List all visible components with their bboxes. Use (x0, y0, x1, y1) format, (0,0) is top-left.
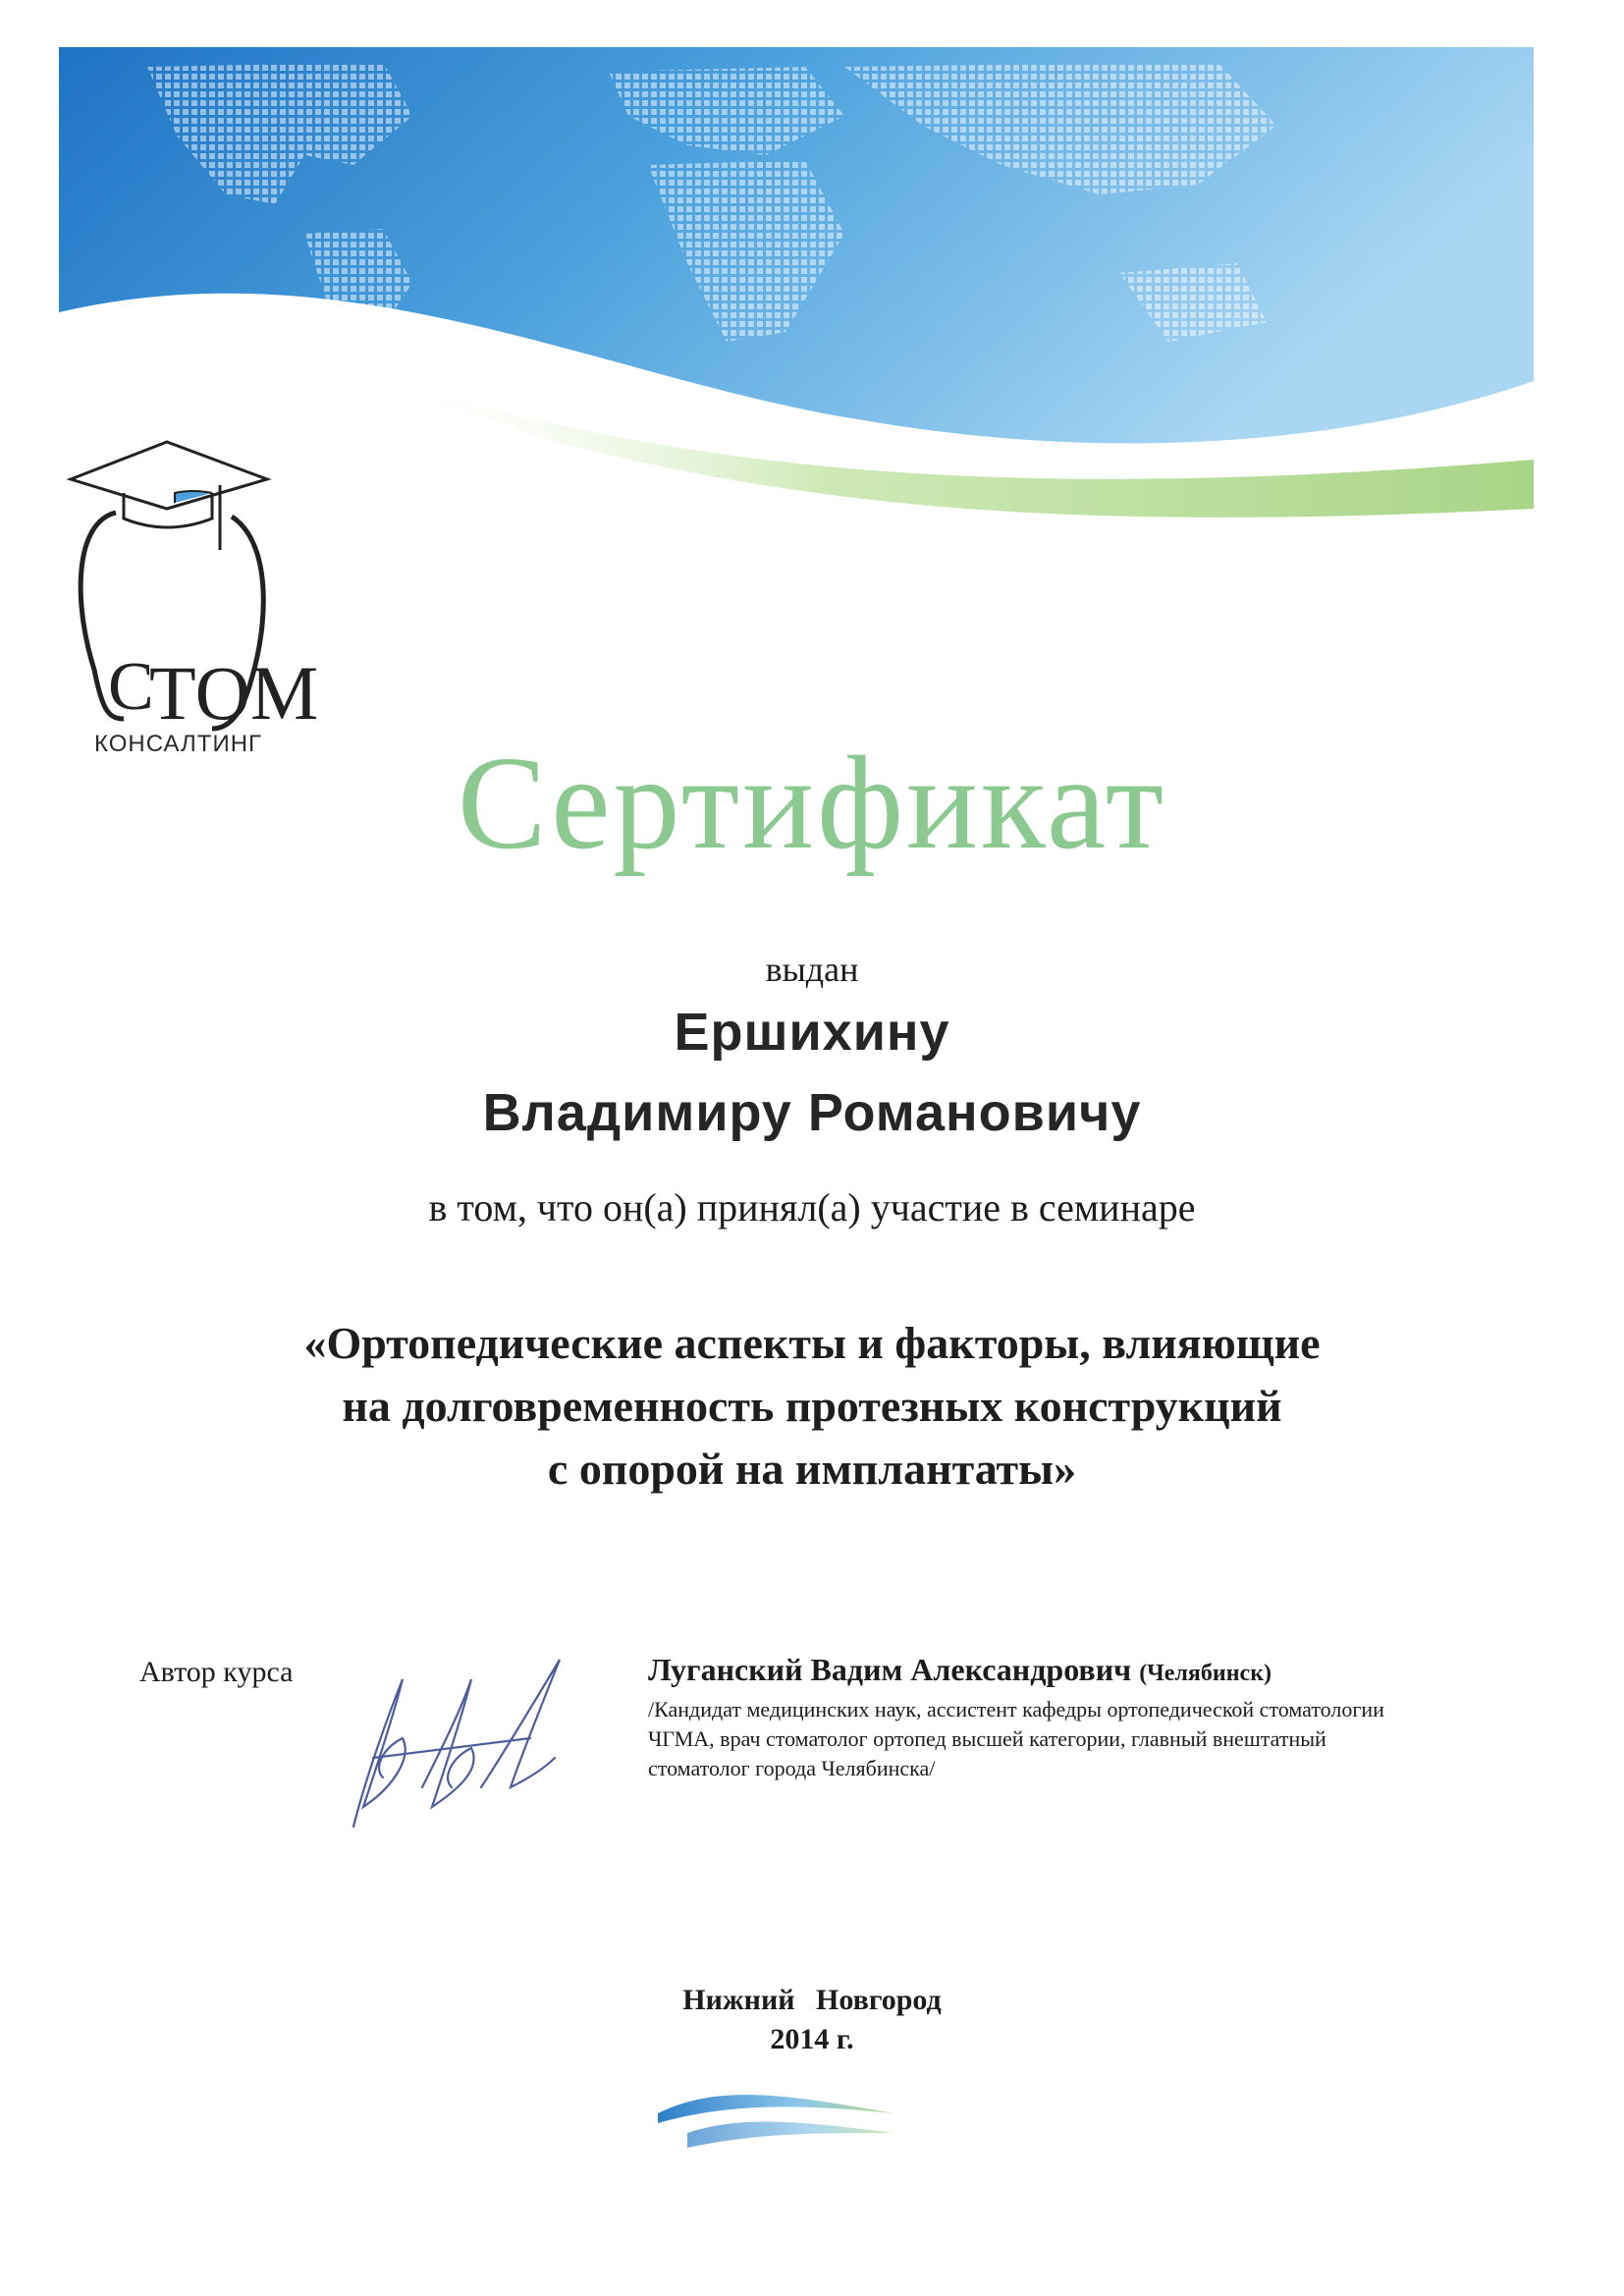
recipient-surname: Ершихину (674, 1003, 950, 1062)
issue-place: Нижний Новгород (682, 1984, 942, 2016)
author-name-line (648, 1652, 1272, 1688)
svg-text:С: С (108, 649, 154, 725)
seminar-topic (0, 1312, 1624, 1501)
author-name: Луганский Вадим Александрович (648, 1652, 1132, 1687)
author-desc-line-2: ЧГМА, врач стоматолог ортопед высшей категории, главный внештатный (648, 1726, 1326, 1751)
issued-label: выдан (765, 950, 859, 989)
stom-consulting-logo (65, 434, 319, 758)
author-city: (Челябинск) (1139, 1661, 1272, 1686)
author-label: Автор курса (139, 1656, 294, 1688)
topic-line-2: на долговременность протезных конструкций (342, 1381, 1282, 1431)
participation-text: в том, что он(а) принял(а) участие в семинаре (428, 1185, 1196, 1230)
footer-wave-decoration (648, 2074, 903, 2162)
topic-line-1: «Ортопедические аспекты и факторы, влияющие (303, 1318, 1321, 1368)
certificate-title: Сертификат (457, 730, 1167, 877)
logo-wordmark: КОНСАЛТИНГ (94, 731, 263, 757)
author-signature (334, 1640, 569, 1836)
author-desc-line-1: /Кандидат медицинских наук, ассистент кафедры ортопедической стоматологии (648, 1697, 1384, 1722)
author-desc-line-3: стоматолог города Челябинска/ (648, 1756, 936, 1780)
svg-text:ТОМ: ТОМ (149, 650, 319, 736)
topic-line-3: с опорой на имплантаты» (547, 1444, 1077, 1494)
author-description (648, 1695, 1512, 1783)
issue-year: 2014 г. (770, 2023, 854, 2055)
recipient-given-names: Владимиру Романовичу (482, 1083, 1142, 1142)
